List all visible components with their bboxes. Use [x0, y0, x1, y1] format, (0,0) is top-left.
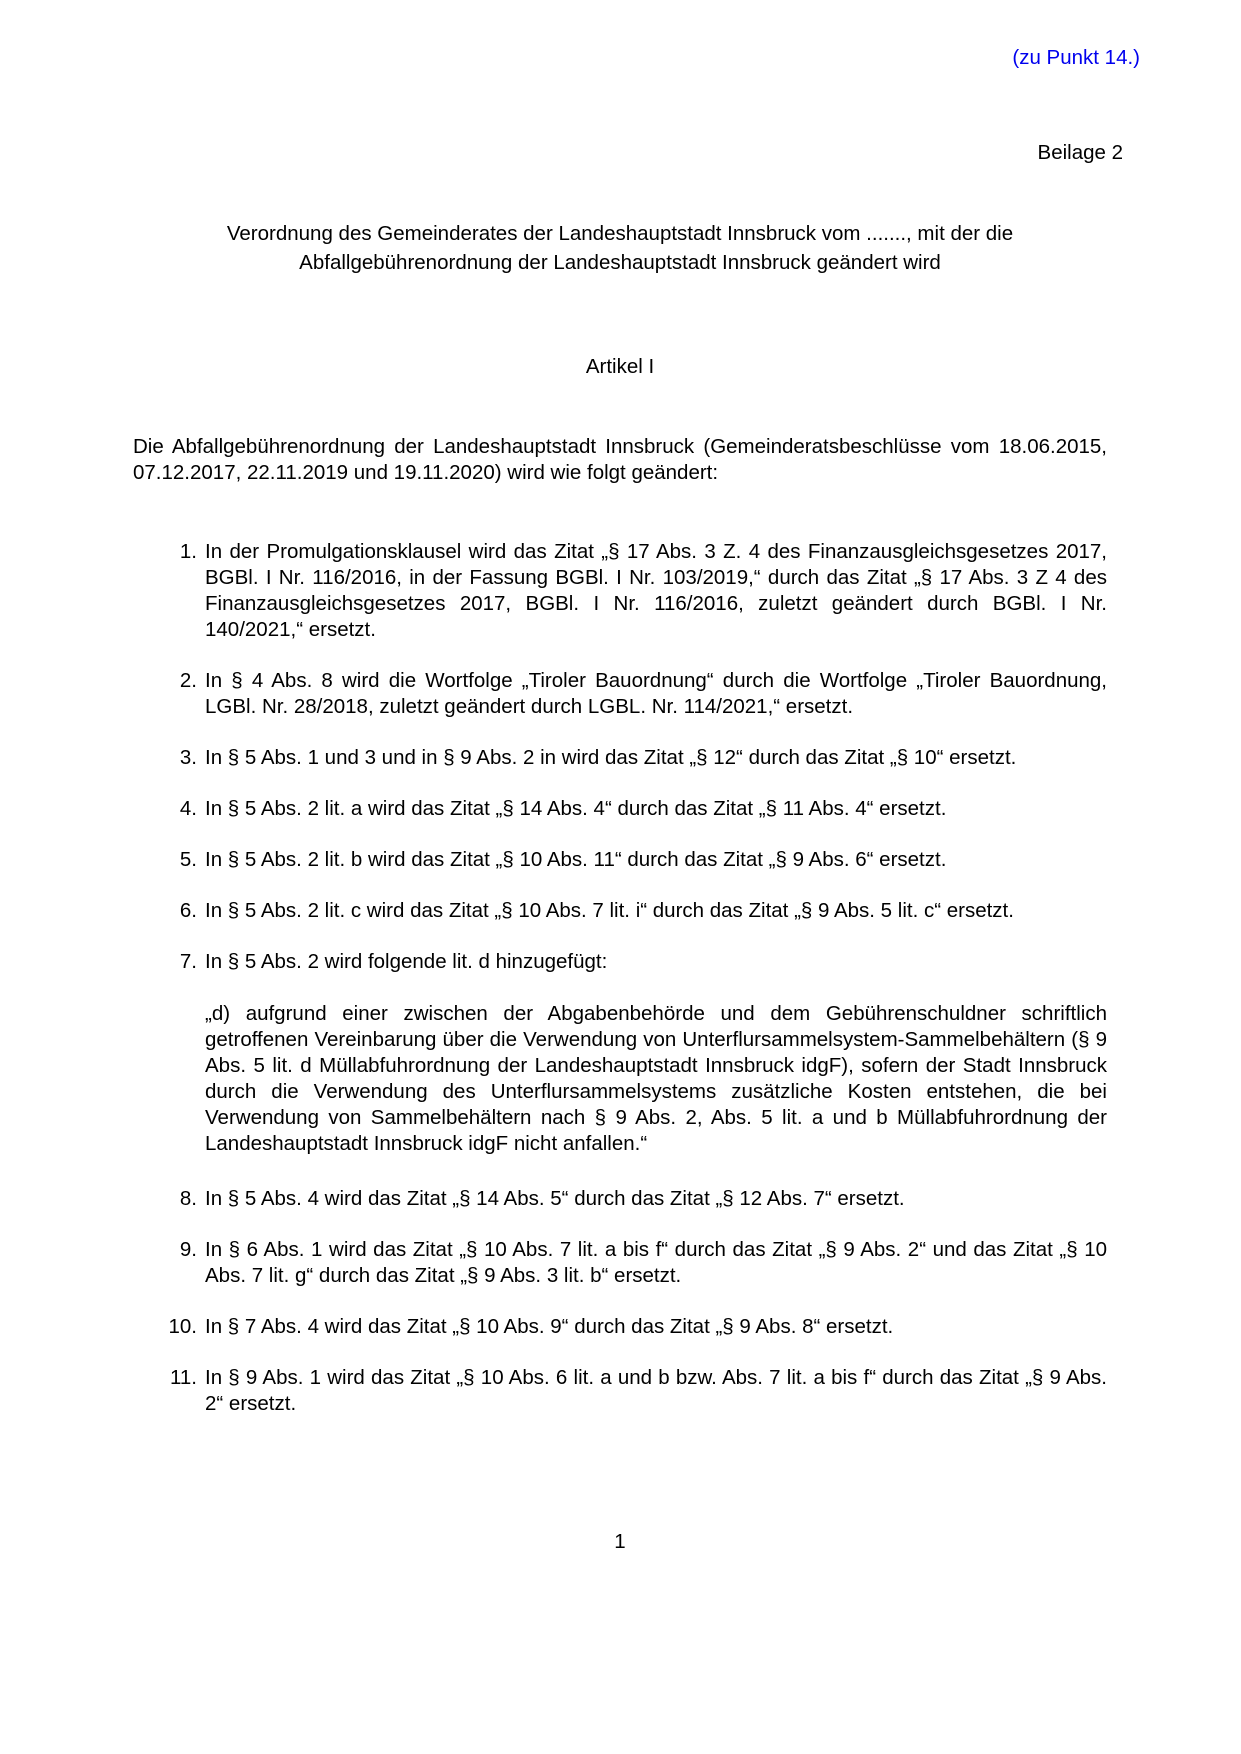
document-title — [133, 219, 1107, 277]
amendment-text: In § 6 Abs. 1 wird das Zitat „§ 10 Abs. 7 lit. a bis f“ durch das Zitat „§ 9 Abs. 2“ und das Zitat „§ 10 Abs. 7 lit. g“ durch das Zitat „§ 9 Abs. 3 lit. b“ ersetzt. — [205, 1238, 1107, 1287]
amendment-text: In § 5 Abs. 1 und 3 und in § 9 Abs. 2 in wird das Zitat „§ 12“ durch das Zitat „§ 10“ ersetzt. — [205, 746, 1017, 769]
amendment-number: 6. — [179, 899, 197, 922]
amendment-number: 11. — [170, 1366, 197, 1389]
amendment-text: In § 4 Abs. 8 wird die Wortfolge „Tiroler Bauordnung“ durch die Wortfolge „Tiroler Bauordnung, LGBl. Nr. 28/2018, zuletzt geändert durch LGBL. Nr. 114/2021,“ ersetzt. — [205, 669, 1107, 718]
amendment-number: 9. — [179, 1238, 197, 1261]
amendment-list — [133, 539, 1107, 1417]
document-title-line-2: Abfallgebührenordnung der Landeshauptstadt Innsbruck geändert wird — [299, 251, 941, 274]
amendment-item-7 — [133, 949, 1107, 1161]
amendment-item-11 — [133, 1365, 1107, 1417]
amendment-number: 5. — [179, 848, 197, 871]
amendment-text: In § 5 Abs. 2 lit. a wird das Zitat „§ 14 Abs. 4“ durch das Zitat „§ 11 Abs. 4“ ersetzt. — [205, 797, 947, 820]
amendment-item-8 — [133, 1186, 1107, 1212]
amendment-number: 10. — [168, 1315, 197, 1338]
amendment-number: 4. — [179, 797, 197, 820]
page-number-footer: 1 — [614, 1530, 626, 1553]
inserted-clause-quote: „d) aufgrund einer zwischen der Abgabenbehörde und dem Gebührenschuldner schriftlich getroffenen Vereinbarung über die Verwendung von Unterflursammelsystem-Sammelbehältern (§ 9 Abs. 5 lit. d Müllabfuhrordnung der Landeshauptstadt Innsbruck idgF), sofern der Stadt Innsbruck durch die Verwendung des Unterflursammelsystems zusätzliche Kosten entstehen, die bei Verwendung von Sammelbehältern nach § 9 Abs. 2, Abs. 5 lit. a und b Müllabfuhrordnung der Landeshauptstadt Innsbruck idgF nicht anfallen.“ — [205, 1002, 1107, 1155]
amendment-item-1 — [133, 539, 1107, 643]
intro-paragraph: Die Abfallgebührenordnung der Landeshauptstadt Innsbruck (Gemeinderatsbeschlüsse vom 18.06.2015, 07.12.2017, 22.11.2019 und 19.11.2020) wird wie folgt geändert: — [133, 435, 1107, 484]
document-title-line-1: Verordnung des Gemeinderates der Landeshauptstadt Innsbruck vom ......., mit der die — [226, 222, 1014, 245]
amendment-number: 2. — [179, 669, 197, 692]
amendment-text: In § 5 Abs. 4 wird das Zitat „§ 14 Abs. 5“ durch das Zitat „§ 12 Abs. 7“ ersetzt. — [205, 1187, 905, 1210]
amendment-text — [205, 949, 1107, 1161]
amendment-number: 7. — [179, 950, 197, 973]
amendment-item-6 — [133, 898, 1107, 924]
amendment-item-3 — [133, 745, 1107, 771]
amendment-item-2 — [133, 668, 1107, 720]
article-heading: Artikel I — [585, 355, 655, 378]
amendment-text: In § 7 Abs. 4 wird das Zitat „§ 10 Abs. 9“ durch das Zitat „§ 9 Abs. 8“ ersetzt. — [205, 1315, 894, 1338]
amendment-number: 1. — [179, 540, 197, 563]
agenda-point-annotation: (zu Punkt 14.) — [1012, 46, 1140, 69]
amendment-lead-text: In § 5 Abs. 2 wird folgende lit. d hinzugefügt: — [205, 950, 608, 973]
amendment-item-5 — [133, 847, 1107, 873]
amendment-text: In § 5 Abs. 2 lit. c wird das Zitat „§ 10 Abs. 7 lit. i“ durch das Zitat „§ 9 Abs. 5 lit. c“ ersetzt. — [205, 899, 1014, 922]
amendment-text: In § 5 Abs. 2 lit. b wird das Zitat „§ 10 Abs. 11“ durch das Zitat „§ 9 Abs. 6“ ersetzt. — [205, 848, 947, 871]
amendment-text: In der Promulgationsklausel wird das Zitat „§ 17 Abs. 3 Z. 4 des Finanzausgleichsgesetzes 2017, BGBl. I Nr. 116/2016, in der Fassung BGBl. I Nr. 103/2019,“ durch das Zitat „§ 17 Abs. 3 Z 4 des Finanzausgleichsgesetzes 2017, BGBl. I Nr. 116/2016, zuletzt geändert durch BGBl. I Nr. 140/2021,“ ersetzt. — [205, 540, 1107, 641]
amendment-number: 3. — [179, 746, 197, 769]
attachment-label: Beilage 2 — [1037, 141, 1123, 164]
amendment-number: 8. — [179, 1187, 197, 1210]
amendment-item-4 — [133, 796, 1107, 822]
amendment-item-10 — [133, 1314, 1107, 1340]
amendment-text: In § 9 Abs. 1 wird das Zitat „§ 10 Abs. 6 lit. a und b bzw. Abs. 7 lit. a bis f“ durch das Zitat „§ 9 Abs. 2“ ersetzt. — [205, 1366, 1107, 1415]
amendment-item-9 — [133, 1237, 1107, 1289]
